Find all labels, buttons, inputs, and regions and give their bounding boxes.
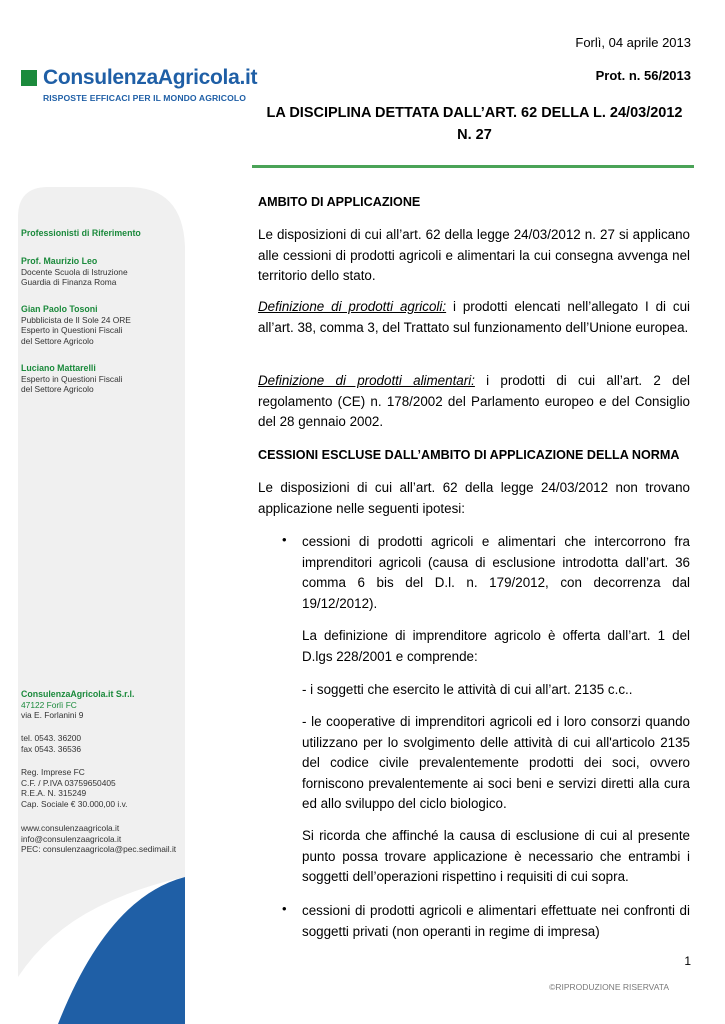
definition-alimentari: Definizione di prodotti alimentari: i prodotti di cui all’art. 2 del regolamento (CE) n. 178/2002 del Parlamento europeo e del Consiglio del 28 gennaio 2002. xyxy=(258,373,690,430)
definition-agricoli: Definizione di prodotti agricoli: i prodotti elencati nell’allegato I di cui all’art. 38, comma 3, del Trattato sul funzionamento dell’Unione europea. xyxy=(258,299,691,335)
company-logo xyxy=(21,66,258,108)
logo-tagline: RISPOSTE EFFICACI PER IL MONDO AGRICOLO xyxy=(43,93,246,103)
imprenditore-item-2: - le cooperative di imprenditori agricoli ed i loro consorzi quando utilizzano per lo svolgimento delle attività di cui all'articolo 2135 del codice civile prevalentemente prodotti dei soci, ovvero forniscono prevalentemente ai soci beni e servizi diretti alla cura ed allo sviluppo del ciclo biologico. xyxy=(302,714,690,812)
sidebar-phones: tel. 0543. 36200 fax 0543. 36536 xyxy=(21,733,82,754)
page-number: 1 xyxy=(684,954,691,968)
paragraph-cessioni: Le disposizioni di cui all’art. 62 della legge 24/03/2012 non trovano applicazione nelle seguenti ipotesi: xyxy=(258,480,690,516)
email-link[interactable]: info@consulenzaagricola.it xyxy=(21,833,122,844)
title-line-1: LA DISCIPLINA DETTATA DALL’ART. 62 DELLA L. 24/03/2012 xyxy=(266,105,683,121)
title-line-2: N. 27 xyxy=(457,127,492,143)
website-link[interactable]: www.consulenzaagricola.it xyxy=(21,823,120,833)
sidebar-web xyxy=(21,823,176,855)
sidebar-person-tosoni: Gian Paolo Tosoni Pubblicista de Il Sole 24 ORE Esperto in Questioni Fiscali del Settore Agricolo xyxy=(21,304,131,346)
footer-copyright: ©RIPRODUZIONE RISERVATA xyxy=(549,982,669,992)
heading-cessioni-escluse: CESSIONI ESCLUSE DALL’AMBITO DI APPLICAZIONE DELLA NORMA xyxy=(258,448,680,462)
document-date: Forlì, 04 aprile 2013 xyxy=(575,35,691,50)
paragraph-ambito: Le disposizioni di cui all’art. 62 della legge 24/03/2012 n. 27 si applicano alle cessioni di prodotti agricoli e alimentari la cui consegna avvenga nel territorio dello stato. xyxy=(258,227,690,284)
sidebar-person-leo: Prof. Maurizio Leo Docente Scuola di Istruzione Guardia di Finanza Roma xyxy=(21,256,128,288)
sidebar-heading: Professionisti di Riferimento xyxy=(21,228,141,238)
esclusione-note: Si ricorda che affinché la causa di esclusione di cui al presente punto possa trovare applicazione è necessario che entrambi i soggetti dell’operazioni rispettino i requisiti di cui sopra. xyxy=(302,828,690,885)
logo-square-icon xyxy=(21,70,37,86)
bullet-1: • xyxy=(282,532,287,547)
document-title xyxy=(258,102,691,146)
bullet-2: • xyxy=(282,901,287,916)
logo-name: ConsulenzaAgricola.it xyxy=(43,66,258,89)
protocol-number: Prot. n. 56/2013 xyxy=(595,68,691,83)
sidebar-company: ConsulenzaAgricola.it S.r.l. 47122 Forlì FC via E. Forlanini 9 xyxy=(21,689,135,721)
imprenditore-item-1: - i soggetti che esercito le attività di cui all’art. 2135 c.c.. xyxy=(302,682,633,697)
heading-ambito: AMBITO DI APPLICAZIONE xyxy=(258,195,421,209)
pec-link[interactable]: PEC: consulenzaagricola@pec.sedimail.it xyxy=(21,844,177,855)
sidebar-registry: Reg. Imprese FC C.F. / P.IVA 03759650405 R.E.A. N. 315249 Cap. Sociale € 30.000,00 i.v. xyxy=(21,767,128,809)
bullet-1-text: cessioni di prodotti agricoli e alimentari che intercorrono fra imprenditori agricoli (causa di esclusione introdotta dall’art. 36 comma 6 bis del D.l. n. 179/2012, con decorrenza dal 19/12/2012). xyxy=(302,534,690,611)
sidebar-person-mattarelli: Luciano Mattarelli Esperto in Questioni Fiscali del Settore Agricolo xyxy=(21,363,123,395)
imprenditore-definition: La definizione di imprenditore agricolo è offerta dall’art. 1 del D.lgs 228/2001 e comprende: xyxy=(302,628,690,664)
title-divider xyxy=(252,165,694,168)
bullet-2-text: cessioni di prodotti agricoli e alimentari effettuate nei confronti di soggetti privati (non operanti in regime di impresa) xyxy=(302,903,690,939)
